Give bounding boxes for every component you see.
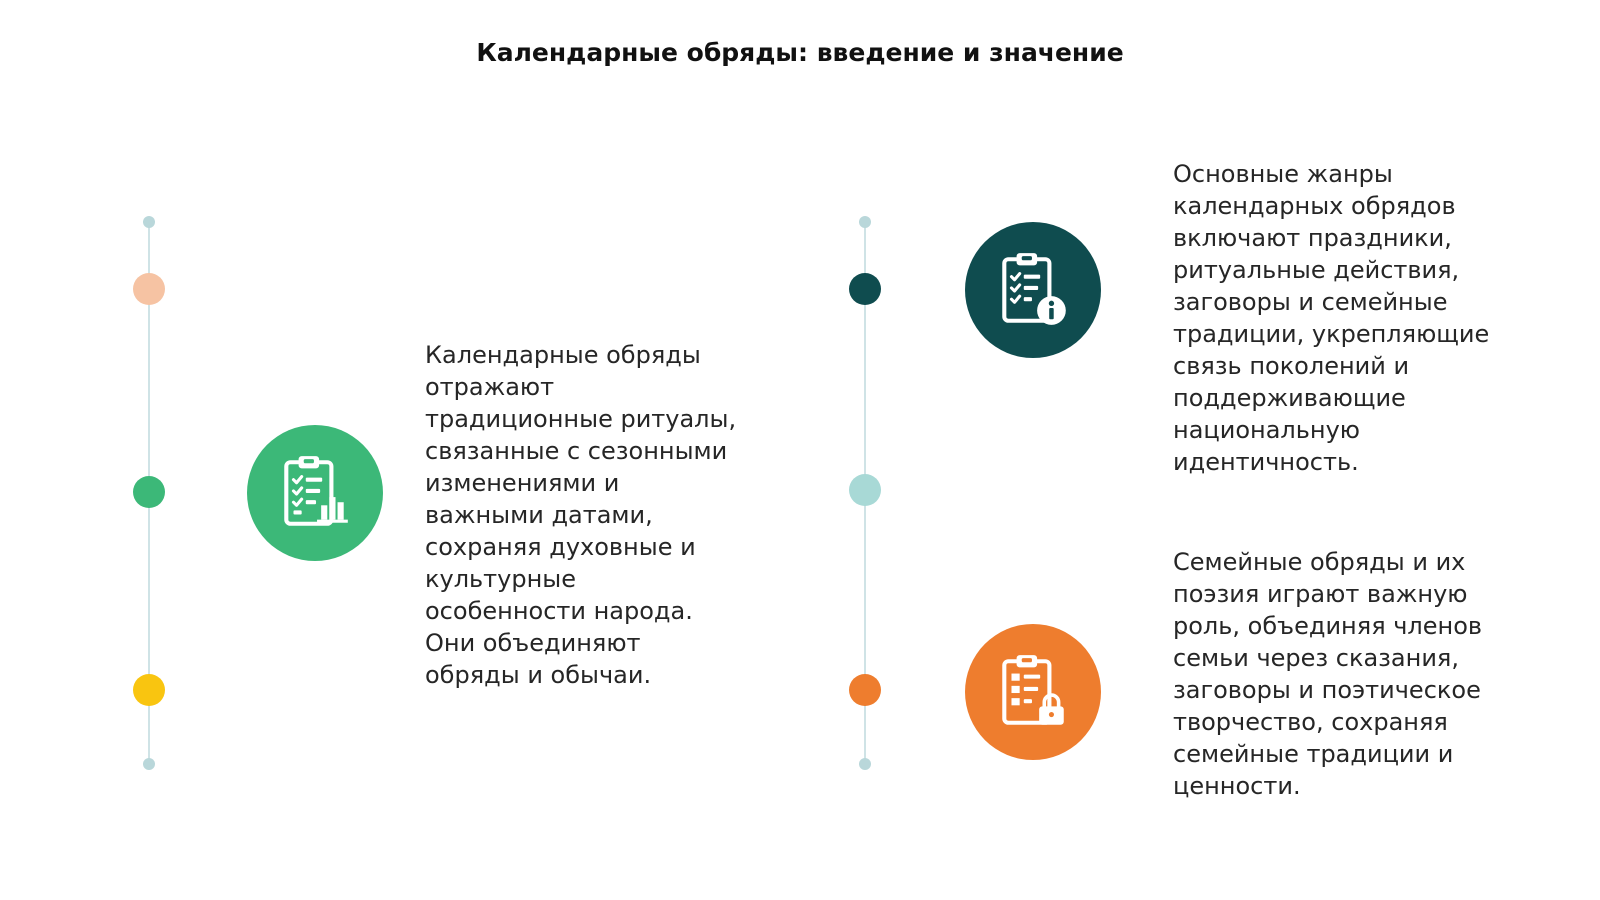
block-2-description: Основные жанры календарных обрядов включают праздники, ритуальные действия, заговоры и семейные традиции, укрепляющие связь поколений и поддерживающие национальную идентичность. [1173, 160, 1490, 476]
right-timeline-dot-orange [849, 674, 881, 706]
page-title: Календарные обряды: введение и значение [476, 38, 1124, 67]
left-timeline-dot-green [133, 476, 165, 508]
clipboard-lock-icon-graphic [992, 651, 1074, 733]
left-timeline-start [143, 216, 155, 228]
left-timeline-dot-yellow [133, 674, 165, 706]
clipboard-lock-icon [965, 624, 1101, 760]
right-timeline-dot-light-teal [849, 474, 881, 506]
block-1-description: Календарные обряды отражают традиционные ритуалы, связанные с сезонными изменениями и важными датами, сохраняя духовные и культурные особенности народа. Они объединяют обряды и обычаи. [425, 341, 737, 689]
right-timeline-start [859, 216, 871, 228]
clipboard-chart-icon [247, 425, 383, 561]
block-3-description: Семейные обряды и их поэзия играют важную роль, объединяя членов семьи через сказания, заговоры и поэтическое творчество, сохраняя семейные традиции и ценности. [1173, 548, 1483, 800]
clipboard-info-icon-graphic [992, 249, 1074, 331]
right-timeline-dot-dark-teal [849, 273, 881, 305]
clipboard-info-icon [965, 222, 1101, 358]
clipboard-chart-icon-graphic [274, 452, 356, 534]
right-timeline-end [859, 758, 871, 770]
left-timeline-end [143, 758, 155, 770]
left-timeline-dot-peach [133, 273, 165, 305]
